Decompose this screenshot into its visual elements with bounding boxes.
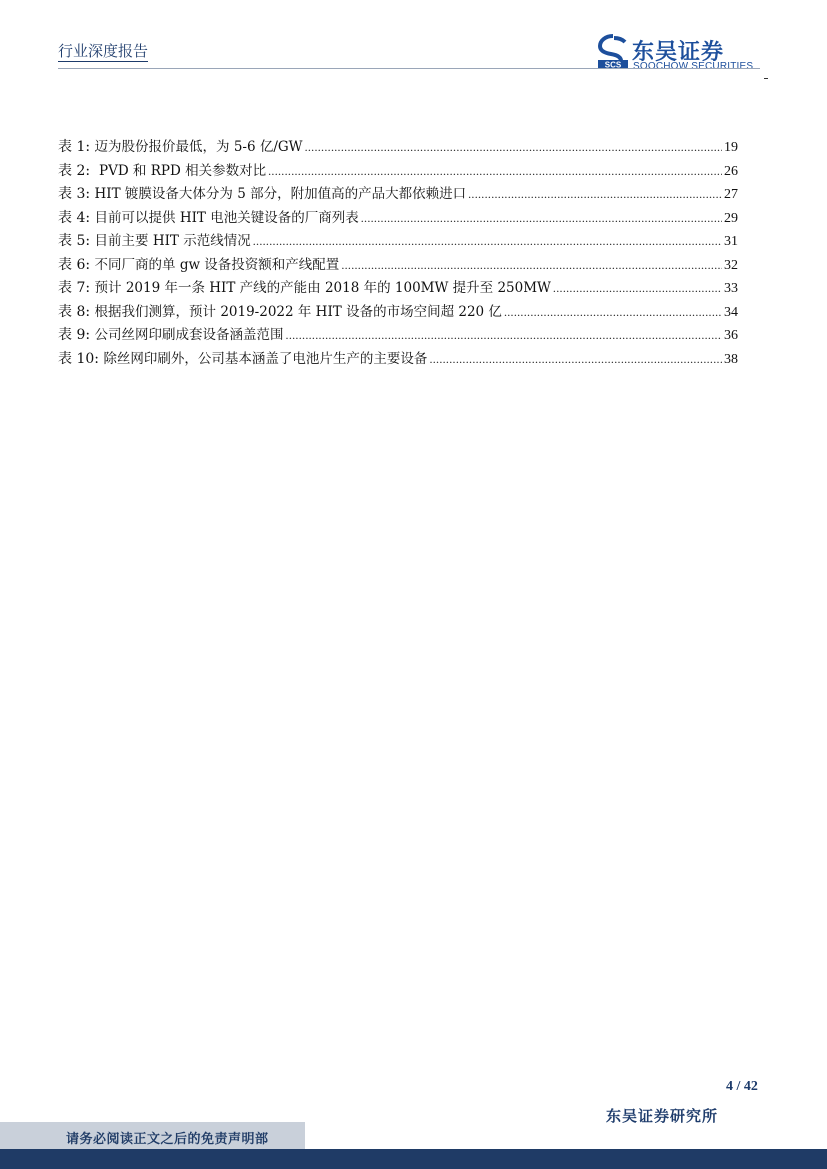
toc-entry-page: 31 [724,234,738,249]
toc-entry-page: 32 [724,257,738,273]
toc-entry[interactable] [58,302,738,326]
toc-entry-page: 19 [724,140,738,155]
toc-entry[interactable] [58,184,738,208]
logo-name-en: SOOCHOW SECURITIES [633,61,754,72]
toc-entry-page: 27 [724,187,738,202]
toc-entry-page: 38 [724,351,738,367]
toc-entry-label: 表 1: [58,139,91,155]
toc-entry-label: 表 10: [58,350,99,367]
toc-entry-page: 34 [724,304,738,320]
toc-leader-dots [468,184,722,204]
report-type-label [58,40,148,61]
toc-entry-label: 表 2: [58,162,91,179]
toc-leader-dots [341,255,722,275]
toc-entry-title: 目前主要 HIT 示范线情况 [94,233,251,249]
header-divider [58,68,760,69]
toc-entry-title: 不同厂商的单 gw 设备投资额和产线配置 [94,256,340,273]
toc-entry-title: 公司丝网印刷成套设备涵盖范围 [94,327,284,343]
toc-entry-title: 除丝网印刷外，公司基本涵盖了电池片生产的主要设备 [103,350,428,367]
toc-entry-label: 表 8: [58,303,91,320]
toc-entry-page: 29 [724,210,738,226]
toc-entry[interactable] [58,231,738,255]
toc-leader-dots [305,137,722,157]
footer-institute-name: 东吴证券研究所 [606,1107,719,1125]
toc-leader-dots [253,231,722,251]
toc-entry[interactable] [58,325,738,349]
footer-bar [0,1149,827,1169]
toc-leader-dots [268,161,722,181]
header-corner-mark [764,78,768,79]
toc-entry-title: 根据我们测算，预计 2019-2022 年 HIT 设备的市场空间超 220 亿 [94,303,502,320]
toc-entry[interactable] [58,255,738,279]
toc-entry-label: 表 6: [58,256,91,273]
toc-entry-title: 预计 2019 年一条 HIT 产线的产能由 2018 年的 100MW 提升至 250MW [94,280,551,296]
toc-entry-label: 表 3: [58,186,91,202]
toc-entry[interactable] [58,137,738,161]
footer-disclaimer: 请务必阅读正文之后的免责声明部 [66,1132,269,1147]
toc-entry-label: 表 5: [58,233,91,249]
toc-entry[interactable] [58,278,738,302]
page-number: 4 / 42 [726,1079,758,1094]
toc-entry[interactable] [58,349,738,373]
table-list [58,137,738,372]
toc-entry-page: 33 [724,281,738,296]
toc-entry-label: 表 9: [58,327,91,343]
scs-mark-text: SCS [604,60,622,70]
toc-entry-page: 26 [724,163,738,179]
toc-leader-dots [553,278,722,298]
toc-leader-dots [286,325,722,345]
toc-leader-dots [504,302,722,322]
toc-entry[interactable] [58,208,738,232]
toc-entry[interactable] [58,161,738,185]
toc-entry-page: 36 [724,328,738,343]
toc-entry-label: 表 4: [58,209,91,226]
toc-entry-title: PVD 和 RPD 相关参数对比 [98,162,267,179]
logo-name-cn: 东吴证券 [632,40,725,65]
toc-leader-dots [429,349,722,369]
toc-leader-dots [361,208,722,228]
toc-entry-title: 目前可以提供 HIT 电池关键设备的厂商列表 [94,209,359,226]
toc-entry-label: 表 7: [58,280,91,296]
toc-entry-title: HIT 镀膜设备大体分为 5 部分，附加值高的产品大都依赖进口 [94,186,467,202]
footer-band [0,1122,827,1169]
report-type-text: 行业深度报告 [58,42,149,60]
scs-logo-icon [597,34,629,70]
toc-entry-title: 迈为股份报价最低，为 5-6 亿/GW [94,139,303,155]
